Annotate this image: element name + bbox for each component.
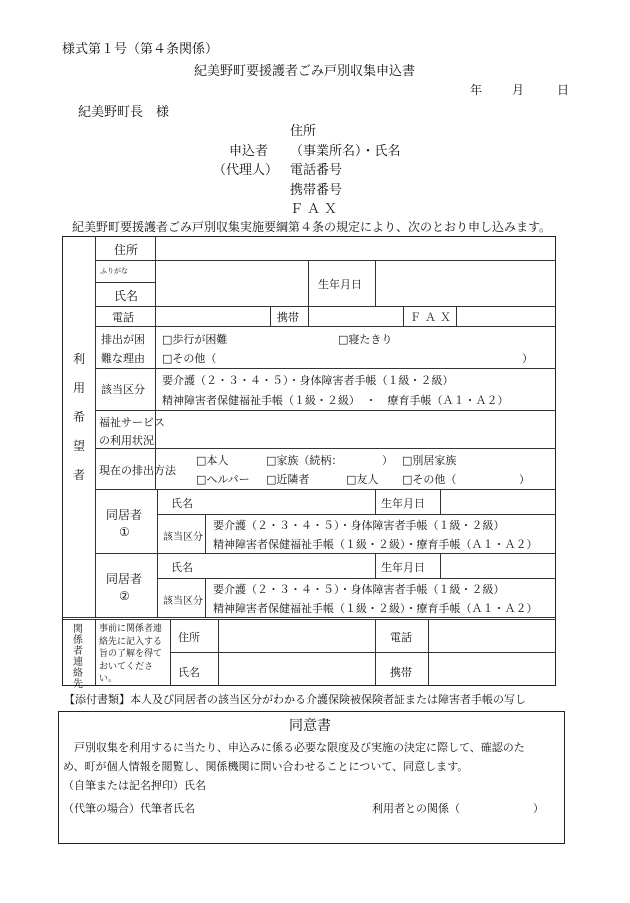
date-month-label: 月 [512,83,525,97]
side-char: 連 [73,657,83,668]
cohabitant2-category-label: 該当区分 [163,596,203,607]
side-char: 絡 [73,668,83,679]
cohabitant2-name-input[interactable] [206,554,374,577]
cohabitant1-birthdate-label: 生年月日 [381,497,425,510]
side-char: 利 [72,352,85,366]
welfare-label-2: の利用状況 [99,434,154,447]
applicant-field-address: 住所 [290,124,317,139]
note-line: 旨の了解を得て [99,649,163,659]
category-label: 該当区分 [101,383,145,396]
contact-side-label [72,624,84,690]
consent-relationship-close: ） [533,802,544,815]
side-char: 係 [73,635,83,646]
note-line: 事前に関係者連 [99,624,163,634]
side-char: 先 [73,679,83,690]
name-input[interactable] [156,261,307,305]
applicant-field-fax: ＦＡＸ [290,202,342,217]
birthdate-label: 生年月日 [318,278,362,291]
contact-address-label: 住所 [178,631,200,644]
consent-relationship-input[interactable] [478,796,530,814]
method-family-checkbox[interactable]: □家族（続柄： [266,454,343,467]
cohabitant1-name-input[interactable] [206,490,374,513]
date-year-label: 年 [470,83,483,97]
contact-name-label: 氏名 [178,666,200,679]
addressee: 紀美野町長 様 [78,105,170,120]
cohabitant2-label: 同居者 [106,572,143,586]
agent-label: （代理人） [213,163,279,178]
phone-input[interactable] [156,307,269,325]
cohabitant1-label: 同居者 [106,508,143,522]
fax-label: ＦＡＸ [410,311,455,324]
consent-title: 同意書 [289,718,331,734]
applicant-label: 申込者 [229,144,269,159]
method-other-checkbox[interactable]: □その他（ [402,473,457,486]
side-char: 希 [72,410,85,424]
cohabitant1-number: ① [119,525,130,539]
method-neighbor-checkbox[interactable]: □近隣者 [266,473,310,486]
side-char: 者 [73,646,83,657]
applicant-side-label [72,345,86,490]
cohabitant2-category-line1: 要介護（２・３・４・５）・身体障害者手帳（１級・２級） [213,583,505,596]
consent-signature-input[interactable] [220,773,550,791]
contact-address-input[interactable] [219,621,374,651]
method-family-close: ） [382,454,393,467]
method-separate-family-checkbox[interactable]: □別居家族 [402,454,457,467]
contact-mobile-label: 携帯 [390,666,412,679]
cohabitant1-category-line2: 精神障害者保健福祉手帳（１級・２級）・療育手帳（Ａ１・Ａ２） [213,538,538,551]
welfare-input[interactable] [156,411,555,447]
form-number: 様式第１号（第４条関係） [62,42,219,57]
intro-text: 紀美野町要援護者ごみ戸別収集実施要綱第４条の規定により、次のとおり申し込みます。 [72,220,552,234]
reason-other-checkbox[interactable]: □その他（ [162,352,217,365]
cohabitant2-name-label: 氏名 [171,561,193,574]
consent-signature-label: （自筆または記名押印）氏名 [63,779,206,792]
welfare-label-1: 福祉サービス [99,416,165,429]
applicant-field-phone: 電話番号 [290,163,343,178]
reason-walking-checkbox[interactable]: □歩行が困難 [162,333,228,346]
birthdate-input[interactable] [376,261,555,305]
contact-note [99,623,162,686]
cohabitant1-birthdate-input[interactable] [441,490,555,513]
date-day-label: 日 [557,83,570,97]
consent-relationship-label: 利用者との関係（ [372,802,460,815]
cohabitant1-category-label: 該当区分 [163,532,203,543]
method-other-close: ） [519,473,530,486]
method-friend-checkbox[interactable]: □友人 [346,473,379,486]
fax-input[interactable] [457,307,555,325]
cohabitant1-name-label: 氏名 [171,497,193,510]
reason-label-1: 排出が困 [101,333,145,346]
contact-name-input[interactable] [219,653,374,685]
contact-phone-label: 電話 [390,631,412,644]
consent-proxy-input[interactable] [220,796,360,814]
furigana-label: ふりがな [100,267,128,275]
reason-label-2: 難な理由 [101,352,145,365]
consent-body-line2: め、町が個人情報を閲覧し、関係機関に問い合わせることについて、同意します。 [63,760,469,773]
phone-label: 電話 [112,311,134,324]
note-line: い。 [99,674,118,684]
cohabitant2-birthdate-input[interactable] [441,554,555,577]
consent-body-line1: 戸別収集を利用するに当たり、申込みに係る必要な限度及び実施の決定に際して、確認のた [63,741,525,754]
method-self-checkbox[interactable]: □本人 [196,454,229,467]
cohabitant2-number: ② [119,589,130,603]
applicant-field-mobile: 携帯番号 [290,183,343,198]
method-label: 現在の排出方法 [99,464,176,477]
side-char: 望 [72,439,85,453]
attachment-note: 【添付書類】本人及び同居者の該当区分がわかる介護保険被保険者証または障害者手帳の写し [64,693,526,706]
cohabitant2-category-line2: 精神障害者保健福祉手帳（１級・２級）・療育手帳（Ａ１・Ａ２） [213,602,538,615]
side-char: 者 [72,468,85,482]
reason-other-close: ） [522,352,533,365]
side-char: 用 [72,381,85,395]
form-title: 紀美野町要援護者ごみ戸別収集申込書 [194,64,416,79]
contact-mobile-input[interactable] [429,653,555,685]
cohabitant2-birthdate-label: 生年月日 [381,561,425,574]
note-line: 絡先に記入する [99,636,163,647]
note-line: おいてくださ [99,661,154,672]
address-label: 住所 [114,243,139,257]
applicant-field-name: （事業所名）・氏名 [290,144,401,159]
address-input[interactable] [156,237,555,259]
mobile-label: 携帯 [277,311,299,324]
cohabitant1-category-line1: 要介護（２・３・４・５）・身体障害者手帳（１級・２級） [213,519,505,532]
category-line2: 精神障害者保健福祉手帳（１級・２級） ・ 療育手帳（Ａ１・Ａ２） [162,394,509,407]
consent-proxy-label: （代筆の場合）代筆者氏名 [63,802,195,815]
reason-bedridden-checkbox[interactable]: □寝たきり [338,333,393,346]
name-label: 氏名 [114,289,139,303]
category-line1: 要介護（２・３・４・５）・身体障害者手帳（１級・２級） [162,374,454,387]
side-char: 関 [73,624,83,635]
contact-phone-input[interactable] [429,621,555,651]
mobile-input[interactable] [309,307,402,325]
method-helper-checkbox[interactable]: □ヘルパー [196,473,250,486]
